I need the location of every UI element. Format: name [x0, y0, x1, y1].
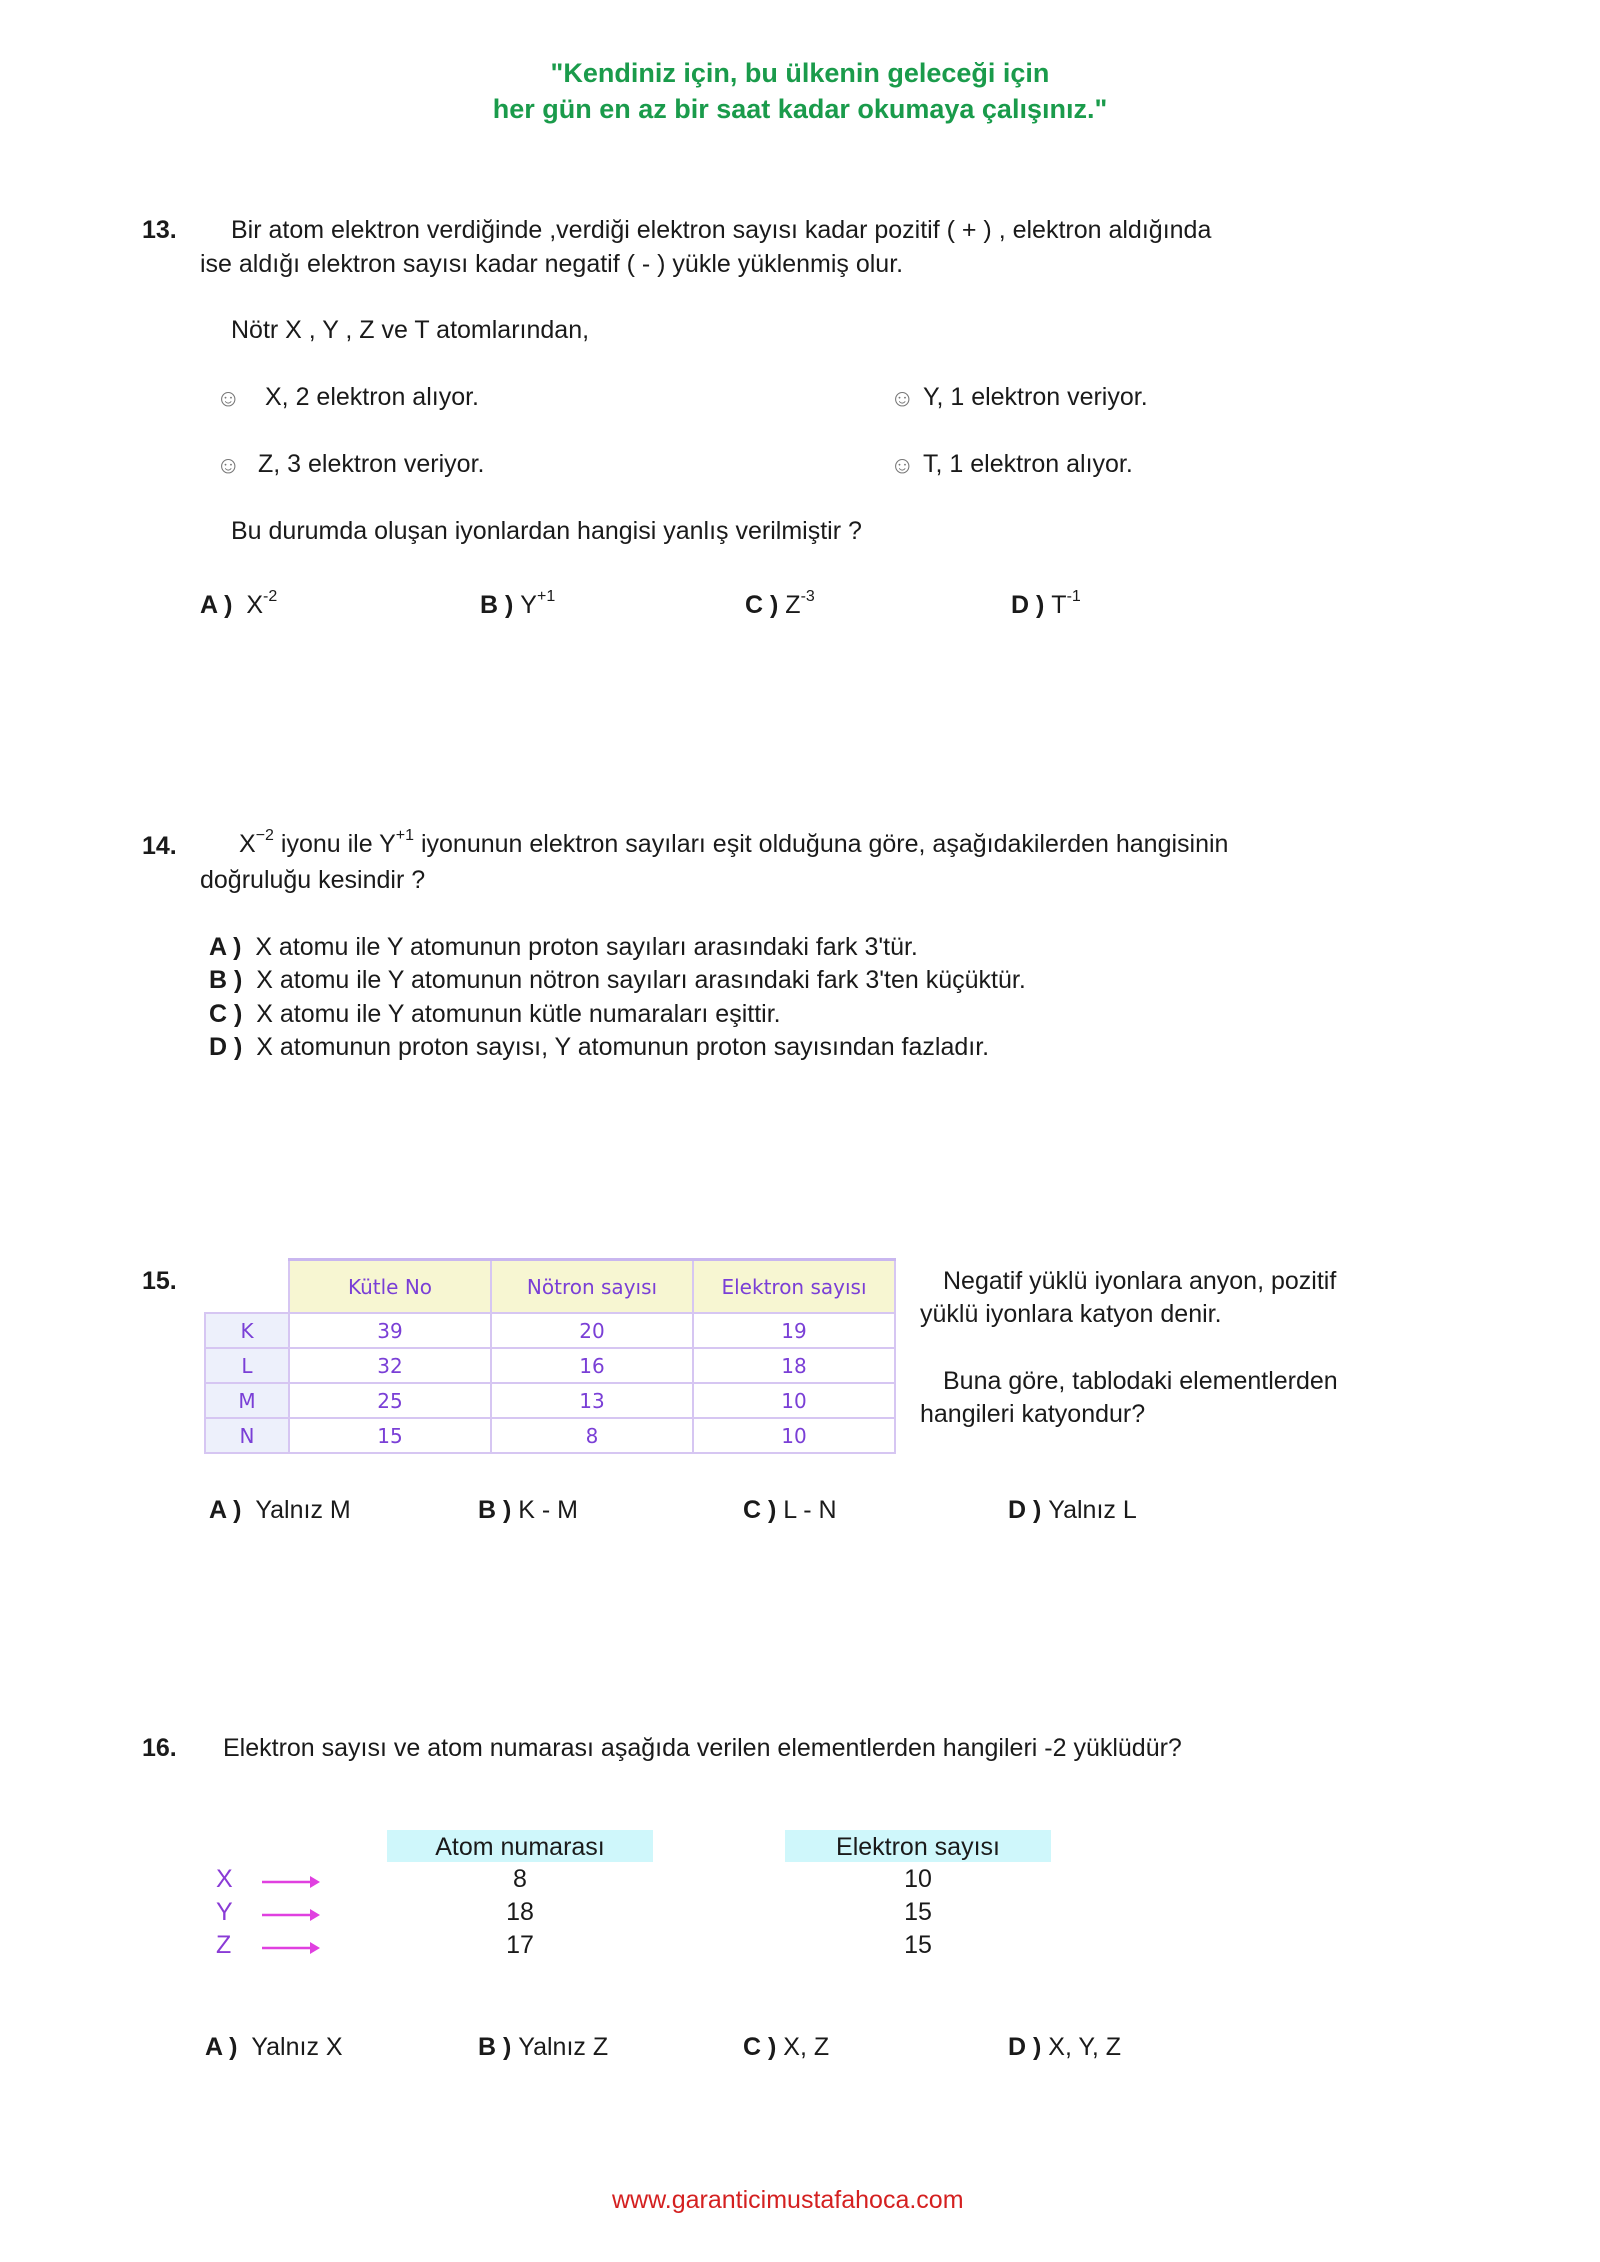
option-c[interactable]	[209, 1000, 781, 1029]
question-text: Elektron sayısı ve atom numarası aşağıda verilen elementlerden hangileri -2 yüklüdür?	[223, 1734, 1182, 1762]
question-text-rest: iyonunun elektron sayıları eşit olduğuna göre, aşağıdakilerden hangisinin	[414, 830, 1229, 858]
question-prompt: Bu durumda oluşan iyonlardan hangisi yanlış verilmiştir ?	[231, 517, 862, 545]
element-label: X	[216, 1865, 233, 1893]
atom-number-value: 8	[513, 1865, 527, 1893]
option-d[interactable]	[209, 1033, 989, 1062]
option-charge: -2	[263, 588, 278, 605]
smiley-icon: ☺	[216, 385, 241, 412]
question-intro: Nötr X , Y , Z ve T atomlarından,	[231, 316, 590, 344]
smiley-icon: ☺	[890, 452, 915, 479]
option-c[interactable]	[745, 588, 815, 620]
option-letter: D )	[1008, 1496, 1042, 1524]
option-letter: B )	[478, 2033, 512, 2061]
option-b[interactable]	[480, 588, 556, 620]
bullet-text: Z, 3 elektron veriyor.	[258, 450, 485, 478]
side-text: Buna göre, tablodaki elementlerden	[943, 1367, 1338, 1395]
table-cell: 13	[491, 1383, 693, 1418]
row-label: M	[205, 1383, 289, 1418]
option-text: L - N	[783, 1496, 837, 1524]
electron-count-value: 15	[904, 1931, 932, 1959]
option-b[interactable]	[478, 2033, 608, 2062]
question-text: Bir atom elektron verdiğinde ,verdiği elektron sayısı kadar pozitif ( + ) , elektron aldığında	[231, 216, 1212, 244]
table-cell: 10	[693, 1418, 895, 1453]
option-letter: D )	[1011, 591, 1045, 619]
option-text: X, Y, Z	[1048, 2033, 1122, 2061]
question-text-mid: iyonu ile Y	[273, 830, 396, 858]
table-cell: 32	[289, 1348, 491, 1383]
option-letter: A )	[209, 933, 242, 961]
option-text: X atomu ile Y atomunun nötron sayıları arasındaki fark 3'ten küçüktür.	[256, 966, 1026, 994]
bullet-text: Y, 1 elektron veriyor.	[923, 383, 1148, 411]
element-label: Z	[216, 1931, 232, 1959]
option-letter: A )	[200, 591, 233, 619]
option-text: Yalnız L	[1048, 1496, 1137, 1524]
question-number: 16.	[142, 1734, 177, 1762]
question-text: doğruluğu kesindir ?	[200, 866, 426, 894]
option-text: X atomunun proton sayısı, Y atomunun proton sayısından fazladır.	[256, 1033, 990, 1061]
table-header: Kütle No	[289, 1260, 491, 1314]
arrow-head	[310, 1909, 320, 1921]
table-row	[205, 1383, 895, 1418]
option-c[interactable]	[743, 1496, 837, 1525]
option-letter: C )	[743, 2033, 777, 2061]
row-label: K	[205, 1313, 289, 1348]
option-letter: B )	[478, 1496, 512, 1524]
table-row	[205, 1348, 895, 1383]
option-charge: +1	[536, 588, 556, 605]
atom-number-value: 18	[506, 1898, 534, 1926]
footer-link[interactable]: www.garanticimustafahoca.com	[612, 2186, 964, 2214]
bullet-text: X, 2 elektron alıyor.	[265, 383, 480, 411]
ion-y-charge: +1	[395, 827, 415, 844]
option-ion: Y	[520, 591, 537, 619]
option-letter: C )	[745, 591, 779, 619]
electron-count-value: 10	[904, 1865, 932, 1893]
ion-x: X	[239, 830, 256, 858]
arrow-icons	[260, 1872, 322, 1962]
row-label: L	[205, 1348, 289, 1383]
option-text: Yalnız Z	[518, 2033, 609, 2061]
arrow-head	[310, 1942, 320, 1954]
option-ion: Z	[785, 591, 801, 619]
option-d[interactable]	[1011, 588, 1081, 620]
question-number: 13.	[142, 216, 177, 244]
option-b[interactable]	[209, 966, 1026, 995]
option-letter: C )	[743, 1496, 777, 1524]
option-charge: -1	[1066, 588, 1081, 605]
table-corner	[205, 1260, 289, 1314]
column-header-electron-count: Elektron sayısı	[785, 1830, 1051, 1862]
side-text: yüklü iyonlara katyon denir.	[920, 1300, 1222, 1328]
option-letter: B )	[209, 966, 243, 994]
option-letter: A )	[209, 1496, 242, 1524]
question-text: ise aldığı elektron sayısı kadar negatif ( - ) yükle yüklenmiş olur.	[200, 250, 904, 278]
question-text	[239, 827, 1229, 859]
option-ion: X	[246, 591, 263, 619]
option-a[interactable]	[209, 1496, 351, 1525]
option-a[interactable]	[200, 588, 278, 620]
option-c[interactable]	[743, 2033, 829, 2062]
option-letter: A )	[205, 2033, 238, 2061]
bullet-text: T, 1 elektron alıyor.	[923, 450, 1133, 478]
column-header-atom-number: Atom numarası	[387, 1830, 653, 1862]
option-d[interactable]	[1008, 2033, 1121, 2062]
smiley-icon: ☺	[890, 385, 915, 412]
option-text: K - M	[518, 1496, 578, 1524]
option-a[interactable]	[209, 933, 918, 962]
option-text: X atomu ile Y atomunun kütle numaraları eşittir.	[256, 1000, 781, 1028]
table-cell: 25	[289, 1383, 491, 1418]
atom-number-value: 17	[506, 1931, 534, 1959]
table-cell: 10	[693, 1383, 895, 1418]
option-b[interactable]	[478, 1496, 578, 1525]
table-cell: 18	[693, 1348, 895, 1383]
option-text: Yalnız M	[255, 1496, 351, 1524]
option-ion: T	[1051, 591, 1067, 619]
table-cell: 15	[289, 1418, 491, 1453]
option-letter: B )	[480, 591, 514, 619]
option-letter: C )	[209, 1000, 243, 1028]
table-cell: 19	[693, 1313, 895, 1348]
ion-x-charge: −2	[255, 827, 274, 844]
table-row	[205, 1313, 895, 1348]
electron-count-value: 15	[904, 1898, 932, 1926]
table-cell: 20	[491, 1313, 693, 1348]
option-text: X, Z	[783, 2033, 830, 2061]
question-number: 15.	[142, 1267, 177, 1295]
option-d[interactable]	[1008, 1496, 1137, 1525]
header-quote-line1: "Kendiniz için, bu ülkenin geleceği için	[550, 58, 1050, 88]
arrow-head	[310, 1876, 320, 1888]
option-letter: D )	[209, 1033, 243, 1061]
option-letter: D )	[1008, 2033, 1042, 2061]
table-cell: 39	[289, 1313, 491, 1348]
table-header: Nötron sayısı	[491, 1260, 693, 1314]
option-charge: -3	[800, 588, 815, 605]
element-label: Y	[216, 1898, 233, 1926]
option-text: Yalnız X	[251, 2033, 343, 2061]
table-row	[205, 1418, 895, 1453]
table-cell: 8	[491, 1418, 693, 1453]
header-quote-line2: her gün en az bir saat kadar okumaya çalışınız."	[492, 94, 1108, 124]
side-text: Negatif yüklü iyonlara anyon, pozitif	[943, 1267, 1337, 1295]
side-text: hangileri katyondur?	[920, 1400, 1146, 1428]
option-text: X atomu ile Y atomunun proton sayıları arasındaki fark 3'tür.	[255, 933, 918, 961]
element-table	[204, 1258, 896, 1454]
row-label: N	[205, 1418, 289, 1453]
table-header: Elektron sayısı	[693, 1260, 895, 1314]
option-a[interactable]	[205, 2033, 343, 2062]
table-cell: 16	[491, 1348, 693, 1383]
question-number: 14.	[142, 832, 177, 860]
smiley-icon: ☺	[216, 452, 241, 479]
